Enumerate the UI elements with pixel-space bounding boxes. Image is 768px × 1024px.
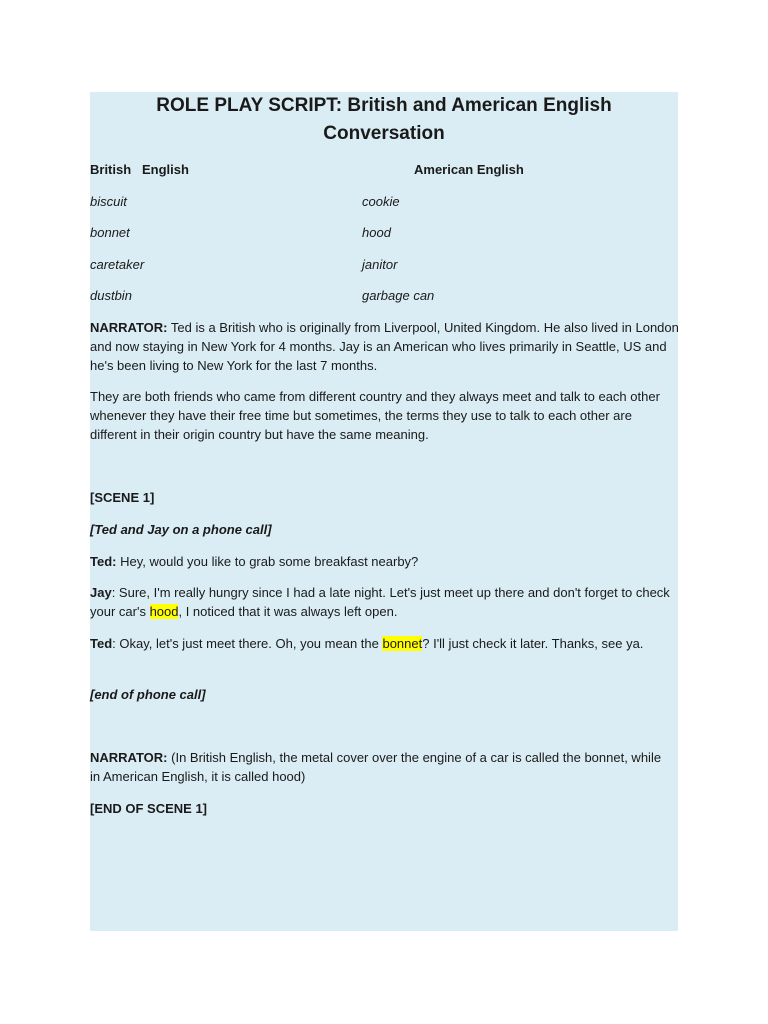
- vocab-american: janitor: [362, 257, 398, 272]
- narrator-intro-paragraph: [90, 318, 682, 375]
- dialogue-text: ? I'll just check it later. Thanks, see ya.: [422, 636, 644, 651]
- vocab-american: hood: [362, 225, 391, 240]
- dialogue-text: , I noticed that it was always left open.: [178, 604, 398, 619]
- dialogue-text: Hey, would you like to grab some breakfast nearby?: [116, 554, 419, 569]
- dialogue-line: [90, 583, 682, 621]
- dialogue-text: : Sure, I'm really hungry since I had a late night. Let's just meet up there and don't forget to check your car's: [90, 585, 670, 619]
- narrator-label: NARRATOR:: [90, 750, 168, 765]
- stage-direction: [end of phone call]: [90, 687, 206, 702]
- stage-direction: [Ted and Jay on a phone call]: [90, 522, 272, 537]
- highlighted-term: bonnet: [382, 636, 423, 651]
- american-column-header: American English: [414, 162, 524, 177]
- highlighted-term: hood: [149, 604, 179, 619]
- scene-heading: [SCENE 1]: [90, 490, 155, 505]
- end-scene-marker: [END OF SCENE 1]: [90, 801, 208, 816]
- vocab-british: biscuit: [90, 194, 127, 209]
- title-line-1: ROLE PLAY SCRIPT: British and American English: [156, 95, 612, 116]
- dialogue-line: [90, 634, 668, 653]
- dialogue-line: [90, 552, 682, 571]
- vocab-american: cookie: [362, 194, 400, 209]
- vocab-british: bonnet: [90, 225, 130, 240]
- narrator-label: NARRATOR:: [90, 320, 168, 335]
- speaker-label: Jay: [90, 585, 112, 600]
- vocab-british: dustbin: [90, 288, 132, 303]
- title-line-2: Conversation: [323, 123, 445, 144]
- vocab-american: garbage can: [362, 288, 435, 303]
- narrator-explanation-paragraph: [90, 748, 670, 786]
- narrator-explanation-text: (In British English, the metal cover over the engine of a car is called the bonnet, while in American English, it is called hood): [90, 750, 662, 784]
- speaker-label: Ted: [90, 636, 113, 651]
- british-column-header: British English: [90, 162, 189, 177]
- document-title: [90, 92, 678, 148]
- dialogue-text: : Okay, let's just meet there. Oh, you mean the: [112, 636, 383, 651]
- vocab-british: caretaker: [90, 257, 145, 272]
- speaker-label: Ted:: [90, 554, 117, 569]
- narrator-intro-text: Ted is a British who is originally from Liverpool, United Kingdom. He also lived in London and now staying in New York for 4 months. Jay is an American who lives primarily in Seattle, US and he's been living to New York for the last 7 months.: [90, 320, 679, 373]
- friends-paragraph: They are both friends who came from different country and they always meet and talk to each other whenever they have their free time but sometimes, the terms they use to talk to each other are different in their origin country but have the same meaning.: [90, 389, 660, 442]
